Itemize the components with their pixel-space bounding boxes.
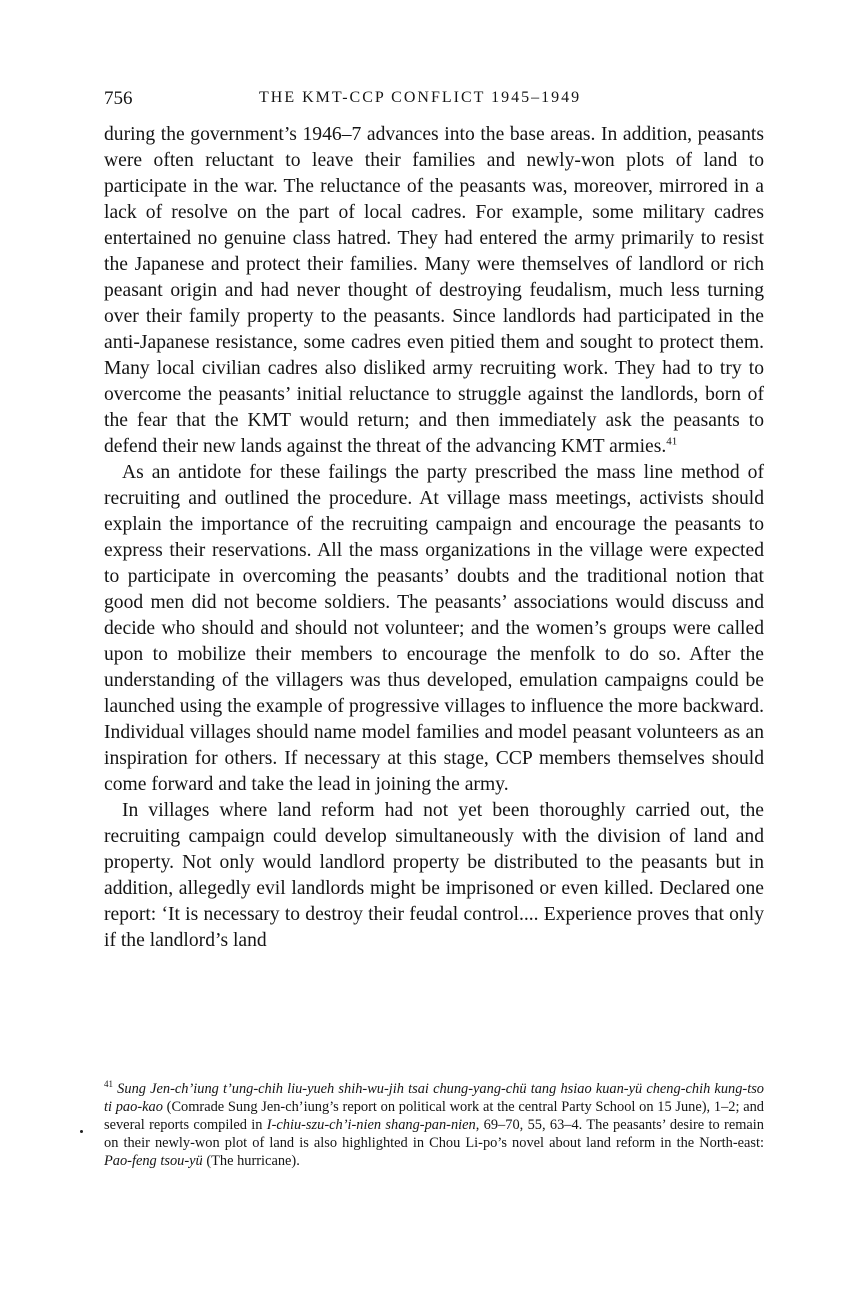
running-header <box>104 88 764 118</box>
paragraph-1 <box>104 122 764 460</box>
paragraph-2: As an antidote for these failings the party prescribed the mass line method of recruiting and outlined the procedure. At village mass meetings, activists should explain the importance of the recruiting campaign and encourage the peasants to express their reservations. All the mass organizations in the village were expected to participate in overcoming the peasants’ doubts and the traditional notion that good men did not become soldiers. The peasants’ associations would discuss and decide who should and should not volunteer; and the women’s groups were called upon to mobilize their members to encourage the menfolk to do so. After the understanding of the villagers was thus developed, emulation campaigns could be launched using the example of progressive villages to influence the more backward. Individual villages should name model families and model peasant volunteers as an inspiration for others. If necessary at this stage, CCP members themselves should come forward and take the lead in joining the army. <box>104 462 764 795</box>
main-text <box>104 122 764 954</box>
page-number: 756 <box>104 88 133 109</box>
footnote-source-title: I-chiu-szu-ch’i-nien shang-pan-nien <box>266 1117 476 1133</box>
footnote-text-part-1: (Comrade Sung Jen-ch’iung’s report on political work at the central Party School on 15 June), 1–2; and several reports compiled in <box>104 1099 764 1133</box>
footnote-41 <box>104 1080 764 1170</box>
footnote-text-part-3: (The hurricane). <box>202 1153 300 1169</box>
paragraph-3: In villages where land reform had not yet been thoroughly carried out, the recruiting campaign could develop simultaneously with the division of land and property. Not only would landlord property be distributed to the peasants but in addition, allegedly evil landlords might be imprisoned or even killed. Declared one report: ‘It is necessary to destroy their feudal control.... Experience proves that only if the landlord’s land <box>104 800 764 951</box>
footnote-text-part-2: , 69–70, 55, 63–4. The peasants’ desire to remain on their newly-won plot of land is also highlighted in Chou Li-po’s novel about land reform in the North-east: <box>104 1117 765 1151</box>
footnote-reference-41[interactable]: 41 <box>666 435 678 448</box>
running-title: THE KMT-CCP CONFLICT 1945–1949 <box>259 89 582 106</box>
paragraph-1-text: during the government’s 1946–7 advances into the base areas. In addition, peasants were often reluctant to leave their families and newly-won plots of land to participate in the war. The reluctance of the peasants was, moreover, mirrored in a lack of resolve on the part of local cadres. For example, some military cadres entertained no genuine class hatred. They had entered the army primarily to resist the Japanese and protect their families. Many were themselves of landlord or rich peasant origin and had never thought of destroying feudalism, much less turning over their family property to the peasants. Since landlords had participated in the anti-Japanese resistance, some cadres even pitied them and sought to protect them. Many local civilian cadres also disliked army recruiting work. They had to try to overcome the peasants’ initial reluctance to struggle against the landlords, born of the fear that the KMT would return; and then immediately ask the peasants to defend their new lands against the threat of the advancing KMT armies. <box>104 124 764 457</box>
page-body <box>104 88 764 954</box>
footnote-title: Sung Jen-ch’iung t’ung-chih liu-yueh shih-wu-jih tsai chung-yang-chü tang hsiao kuan-yü cheng-chih kung-tso ti pao-kao <box>104 1081 764 1115</box>
footnote-novel-title: Pao-feng tsou-yü <box>104 1153 203 1169</box>
footnote-marker: 41 <box>104 1079 113 1090</box>
margin-mark <box>80 1130 83 1133</box>
